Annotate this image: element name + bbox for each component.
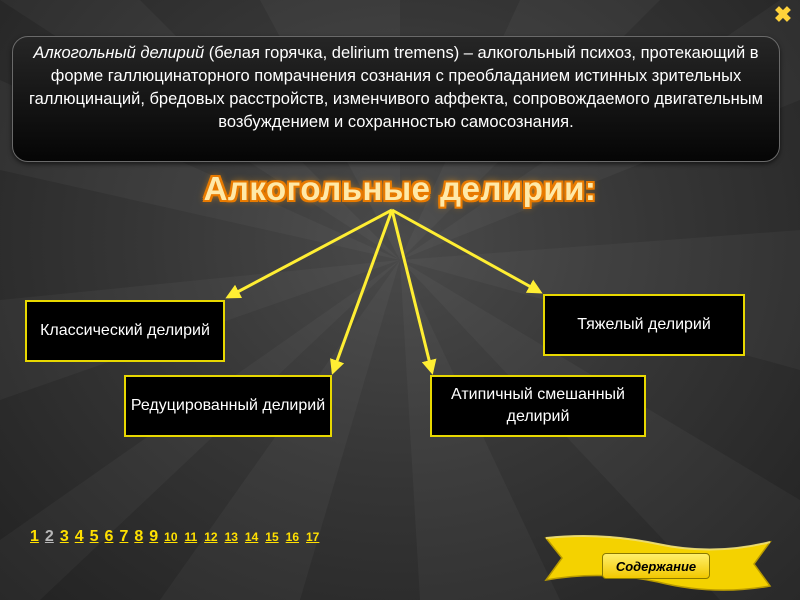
box-atypical-delirium: Атипичный смешанный делирий bbox=[430, 375, 646, 437]
page-link-11[interactable]: 11 bbox=[184, 530, 198, 544]
page-link-14[interactable]: 14 bbox=[244, 530, 259, 544]
box-severe-delirium: Тяжелый делирий bbox=[543, 294, 745, 356]
contents-button[interactable]: Содержание bbox=[602, 553, 710, 579]
page-link-8[interactable]: 8 bbox=[134, 528, 144, 545]
page-link-3[interactable]: 3 bbox=[59, 528, 69, 545]
definition-text: (белая горячка, delirium tremens) – алкогольный психоз, протекающий в форме галлюцинаторного помрачнения сознания с преобладанием истинных зрительных галлюцинаций, бредовых расстройств, изменчивого аффекта, сопровождаемого двигательным возбуждением и сохранностью самосознания. bbox=[29, 44, 763, 131]
arrow-to-severe bbox=[392, 210, 540, 292]
arrow-to-atypical bbox=[392, 210, 432, 372]
page-link-9[interactable]: 9 bbox=[149, 528, 159, 545]
page-link-15[interactable]: 15 bbox=[265, 530, 279, 544]
page-link-2[interactable]: 2 bbox=[44, 528, 54, 545]
page-link-12[interactable]: 12 bbox=[204, 530, 218, 544]
page-link-16[interactable]: 16 bbox=[285, 530, 299, 544]
page-link-17[interactable]: 17 bbox=[306, 530, 320, 544]
box-classic-delirium: Классический делирий bbox=[25, 300, 225, 362]
page-link-13[interactable]: 13 bbox=[224, 530, 238, 544]
close-icon[interactable]: ✖ bbox=[773, 2, 793, 27]
definition-term: Алкогольный делирий bbox=[33, 44, 205, 62]
page-link-4[interactable]: 4 bbox=[74, 528, 84, 545]
arrow-to-classic bbox=[228, 210, 392, 297]
page-link-10[interactable]: 10 bbox=[164, 530, 178, 544]
page-link-5[interactable]: 5 bbox=[89, 528, 99, 545]
diagram-heading: Алкогольные делирии: bbox=[203, 170, 597, 207]
page-link-1[interactable]: 1 bbox=[30, 528, 39, 545]
page-navigation bbox=[30, 528, 326, 546]
page-link-7[interactable]: 7 bbox=[119, 528, 129, 545]
arrow-to-reduced bbox=[333, 210, 392, 372]
box-reduced-delirium: Редуцированный делирий bbox=[124, 375, 332, 437]
page-link-6[interactable]: 6 bbox=[104, 528, 114, 545]
